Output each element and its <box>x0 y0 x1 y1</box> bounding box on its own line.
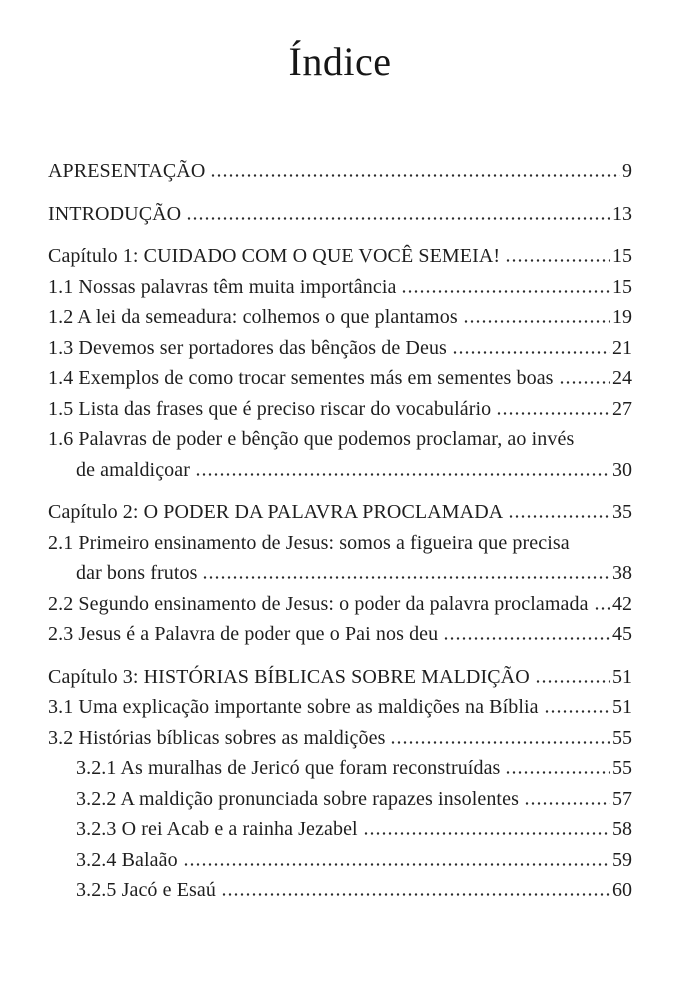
toc-entry-label: 1.1 Nossas palavras têm muita importância <box>48 275 397 298</box>
dot-leader <box>524 802 610 805</box>
toc-row <box>48 558 632 589</box>
toc-row <box>48 619 632 650</box>
toc-row <box>48 692 632 723</box>
toc-entry-label: Capítulo 1: CUIDADO COM O QUE VOCÊ SEMEIA! <box>48 245 501 267</box>
toc-row <box>48 424 632 455</box>
toc-row <box>48 272 632 303</box>
toc-entry-label: 2.1 Primeiro ensinamento de Jesus: somos a figueira que precisa <box>48 531 570 554</box>
toc-page-number: 19 <box>612 306 632 328</box>
toc-row <box>48 784 632 815</box>
dot-leader <box>496 412 610 415</box>
toc-entry-label: 1.6 Palavras de poder e bênção que podemos proclamar, ao invés <box>48 428 575 450</box>
dot-leader <box>463 320 610 323</box>
toc-entry-label: de amaldiçoar <box>76 458 191 481</box>
toc-row <box>48 394 632 425</box>
toc-page-number: 51 <box>612 665 632 688</box>
toc-page-number: 55 <box>612 757 632 779</box>
toc-page-number: 21 <box>612 336 632 359</box>
toc-row <box>48 662 632 693</box>
toc-page-number: 15 <box>612 245 632 267</box>
toc-page-number: 9 <box>622 160 632 182</box>
toc-page-number: 51 <box>612 696 632 718</box>
toc-row <box>48 241 632 272</box>
toc-entry-label: Capítulo 3: HISTÓRIAS BÍBLICAS SOBRE MALDIÇÃO <box>48 665 530 688</box>
dot-leader <box>505 259 610 262</box>
toc-row <box>48 723 632 754</box>
dot-leader <box>363 832 610 835</box>
toc-row <box>48 845 632 876</box>
toc-entry-label: 1.2 A lei da semeadura: colhemos o que plantamos <box>48 306 458 328</box>
toc-row <box>48 363 632 394</box>
dot-leader <box>186 217 610 220</box>
toc-page-number: 35 <box>612 501 632 523</box>
dot-leader <box>210 174 620 177</box>
toc-row <box>48 589 632 620</box>
dot-leader <box>508 515 610 518</box>
dot-leader <box>535 680 610 683</box>
toc-page-number: 13 <box>612 202 632 225</box>
toc-entry-label: 1.3 Devemos ser portadores das bênçãos de Deus <box>48 336 447 359</box>
toc-page-number: 38 <box>612 562 632 584</box>
table-of-contents <box>48 156 632 906</box>
toc-row <box>48 814 632 845</box>
page-title: Índice <box>288 39 392 84</box>
dot-leader <box>544 710 610 713</box>
toc-page-number: 27 <box>612 397 632 420</box>
toc-entry-label: 3.2 Histórias bíblicas sobres as maldições <box>48 726 386 749</box>
toc-entry-label: 3.2.3 O rei Acab e a rainha Jezabel <box>76 818 358 840</box>
dot-leader <box>559 381 610 384</box>
toc-page-number: 15 <box>612 275 632 298</box>
toc-entry-label: 2.2 Segundo ensinamento de Jesus: o poder da palavra proclamada <box>48 592 589 615</box>
toc-page-number: 58 <box>612 818 632 840</box>
toc-row <box>48 302 632 333</box>
toc-row <box>48 333 632 364</box>
toc-row <box>48 455 632 486</box>
dot-leader <box>221 893 610 896</box>
dot-leader <box>183 863 610 866</box>
toc-page-number: 24 <box>612 367 632 389</box>
dot-leader <box>401 290 610 293</box>
toc-entry-label: INTRODUÇÃO <box>48 202 182 225</box>
toc-page-number: 57 <box>612 787 632 810</box>
toc-entry-label: 3.2.4 Balaão <box>76 848 178 871</box>
toc-page-number: 55 <box>612 726 632 749</box>
toc-entry-label: 3.2.1 As muralhas de Jericó que foram reconstruídas <box>76 757 501 779</box>
dot-leader <box>594 607 610 610</box>
toc-entry-label: 1.4 Exemplos de como trocar sementes más em sementes boas <box>48 367 554 389</box>
toc-entry-label: 2.3 Jesus é a Palavra de poder que o Pai nos deu <box>48 623 439 645</box>
toc-row <box>48 875 632 906</box>
toc-entry-label: dar bons frutos <box>76 562 198 584</box>
toc-entry-label: 3.2.2 A maldição pronunciada sobre rapazes insolentes <box>76 787 519 810</box>
toc-row <box>48 497 632 528</box>
dot-leader <box>390 741 610 744</box>
toc-entry-label: Capítulo 2: O PODER DA PALAVRA PROCLAMADA <box>48 501 504 523</box>
toc-page-number: 45 <box>612 623 632 645</box>
dot-leader <box>443 637 610 640</box>
toc-page-number: 30 <box>612 458 632 481</box>
toc-row <box>48 528 632 559</box>
toc-page-number: 42 <box>612 592 632 615</box>
dot-leader <box>195 473 610 476</box>
toc-row <box>48 753 632 784</box>
dot-leader <box>202 576 610 579</box>
toc-entry-label: 1.5 Lista das frases que é preciso riscar do vocabulário <box>48 397 492 420</box>
toc-entry-label: APRESENTAÇÃO <box>48 160 206 182</box>
toc-entry-label: 3.1 Uma explicação importante sobre as maldições na Bíblia <box>48 696 539 718</box>
toc-row <box>48 156 632 187</box>
toc-row <box>48 199 632 230</box>
toc-entry-label: 3.2.5 Jacó e Esaú <box>76 879 216 901</box>
toc-page-number: 60 <box>612 879 632 901</box>
dot-leader <box>505 771 610 774</box>
toc-page-number: 59 <box>612 848 632 871</box>
dot-leader <box>452 351 610 354</box>
